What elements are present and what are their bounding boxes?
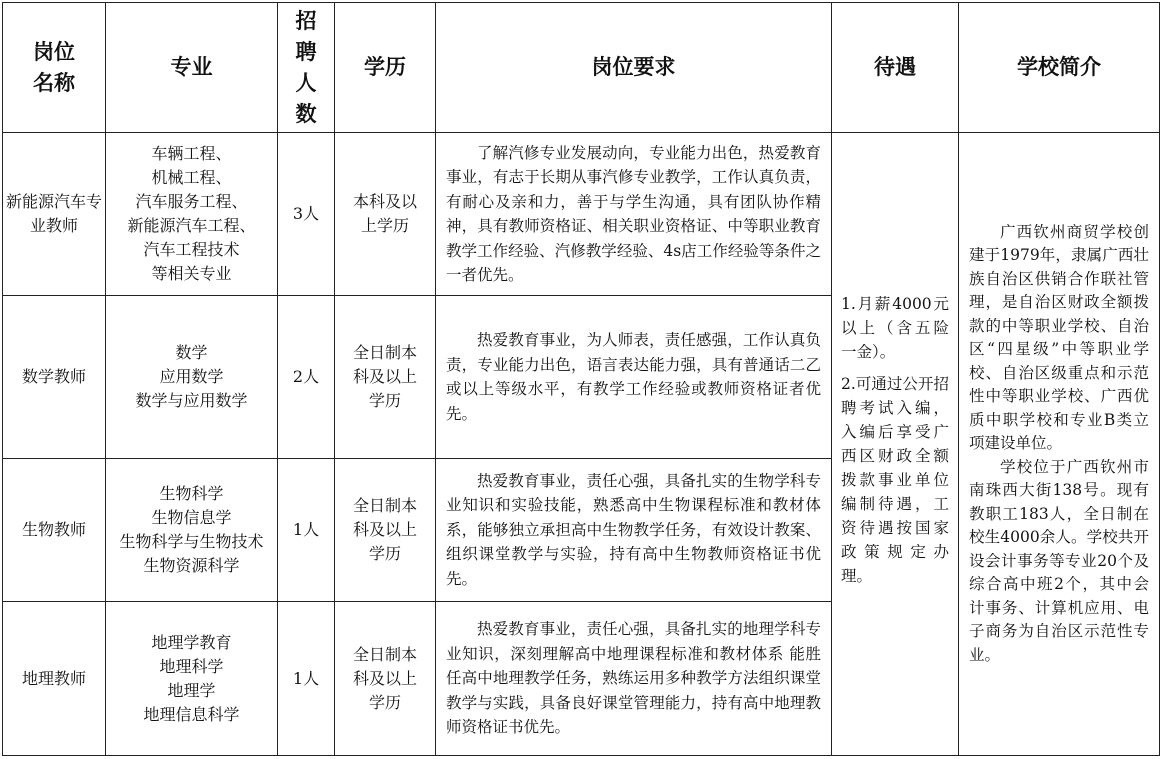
requirements-cell: 热爱教育事业，责任心强，具备扎实的生物学科专业知识和实验技能，熟悉高中生物课程标准和教材体系，能够独立承担高中生物教学任务，有效设计教案、组织课堂教学与实验，持有高中生物教师资格证书优先。 (436, 459, 832, 602)
count-cell: 1人 (278, 459, 335, 602)
major-line: 机械工程、 (151, 168, 232, 187)
position-cell: 数学教师 (3, 296, 106, 459)
header-school: 学校简介 (959, 3, 1160, 133)
school-intro-paragraph: 学校位于广西钦州市南珠西大街138号。现有教职工183人，全日制在校生4000余人。学校共开设会计事务等专业20个及综合高中班2个，其中会计事务、计算机应用、电子商务为自治区示范性专业。 (969, 457, 1149, 664)
header-count: 招聘人数 (278, 3, 335, 133)
major-line: 地理科学 (159, 656, 224, 676)
header-row (3, 3, 1160, 133)
major-line: 生物信息学 (151, 508, 232, 527)
count-cell: 2人 (278, 296, 335, 459)
position-cell: 生物教师 (3, 459, 106, 602)
major-line: 汽车工程技术 (143, 240, 240, 259)
count-cell: 1人 (278, 602, 335, 756)
header-treatment: 待遇 (832, 3, 959, 133)
major-line: 生物资源科学 (143, 556, 240, 575)
education-cell: 全日制本科及以上学历 (335, 602, 436, 756)
education-cell: 全日制本科及以上学历 (335, 459, 436, 602)
education-cell: 全日制本科及以上学历 (335, 296, 436, 459)
header-education: 学历 (335, 3, 436, 133)
requirements-cell: 热爱教育事业，责任心强，具备扎实的地理学科专业知识，深刻理解高中地理课程标准和教材体系 能胜任高中地理教学任务，熟练运用多种教学方法组织课堂教学与实践，具备良好课堂管理能力，持有高中地理教师资格证书优先。 (436, 602, 832, 756)
school-intro-paragraph: 广西钦州商贸学校创建于1979年，隶属广西壮族自治区供销合作联社管理，是自治区财政全额拨款的中等职业学校、自治区“四星级”中等职业学校、自治区级重点和示范性中等职业学校、广西优质中职学校和专业B类立项建设单位。 (969, 222, 1149, 453)
major-line: 新能源汽车工程、 (127, 216, 256, 235)
major-line: 汽车服务工程、 (135, 192, 248, 211)
major-line: 生物科学与生物技术 (119, 532, 264, 551)
treatment-item: 2.可通过公开招聘考试入编，入编后享受广西区财政全额拨款事业单位编制待遇，工资待遇按国家政策规定办理。 (841, 375, 949, 585)
major-line: 地理学 (167, 680, 216, 700)
major-line: 等相关专业 (151, 264, 232, 283)
major-cell (106, 459, 278, 602)
treatment-cell (832, 133, 959, 756)
requirements-cell: 热爱教育事业，为人师表，责任感强，工作认真负责，专业能力出色，语言表达能力强，具有普通话二乙或以上等级水平，有教学工作经验或教师资格证者优先。 (436, 296, 832, 459)
major-line: 生物科学 (159, 484, 224, 503)
header-requirements: 岗位要求 (436, 3, 832, 133)
table-row (3, 133, 1160, 296)
count-cell: 3人 (278, 133, 335, 296)
header-position: 岗位名称 (3, 3, 106, 133)
recruitment-table (2, 2, 1160, 756)
major-cell (106, 602, 278, 756)
requirements-cell: 了解汽修专业发展动向，专业能力出色，热爱教育事业，有志于长期从事汽修专业教学，工作认真负责，有耐心及亲和力，善于与学生沟通，具有团队协作精神，具有教师资格证、相关职业资格证、中等职业教育教学工作经验、汽修教学经验、4s店工作经验等条件之一者优先。 (436, 133, 832, 296)
major-line: 数学与应用数学 (135, 391, 248, 410)
major-line: 地理信息科学 (143, 704, 240, 724)
treatment-item: 1.月薪4000元以上（含五险一金）。 (841, 295, 949, 361)
education-cell: 本科及以上学历 (335, 133, 436, 296)
header-major: 专业 (106, 3, 278, 133)
major-line: 车辆工程、 (151, 144, 232, 163)
school-intro-cell (959, 133, 1160, 756)
major-line: 地理学教育 (151, 632, 232, 652)
position-cell: 地理教师 (3, 602, 106, 756)
position-cell: 新能源汽车专业教师 (3, 133, 106, 296)
major-cell (106, 296, 278, 459)
major-line: 应用数学 (159, 367, 224, 386)
major-line: 数学 (175, 343, 208, 362)
major-cell (106, 133, 278, 296)
